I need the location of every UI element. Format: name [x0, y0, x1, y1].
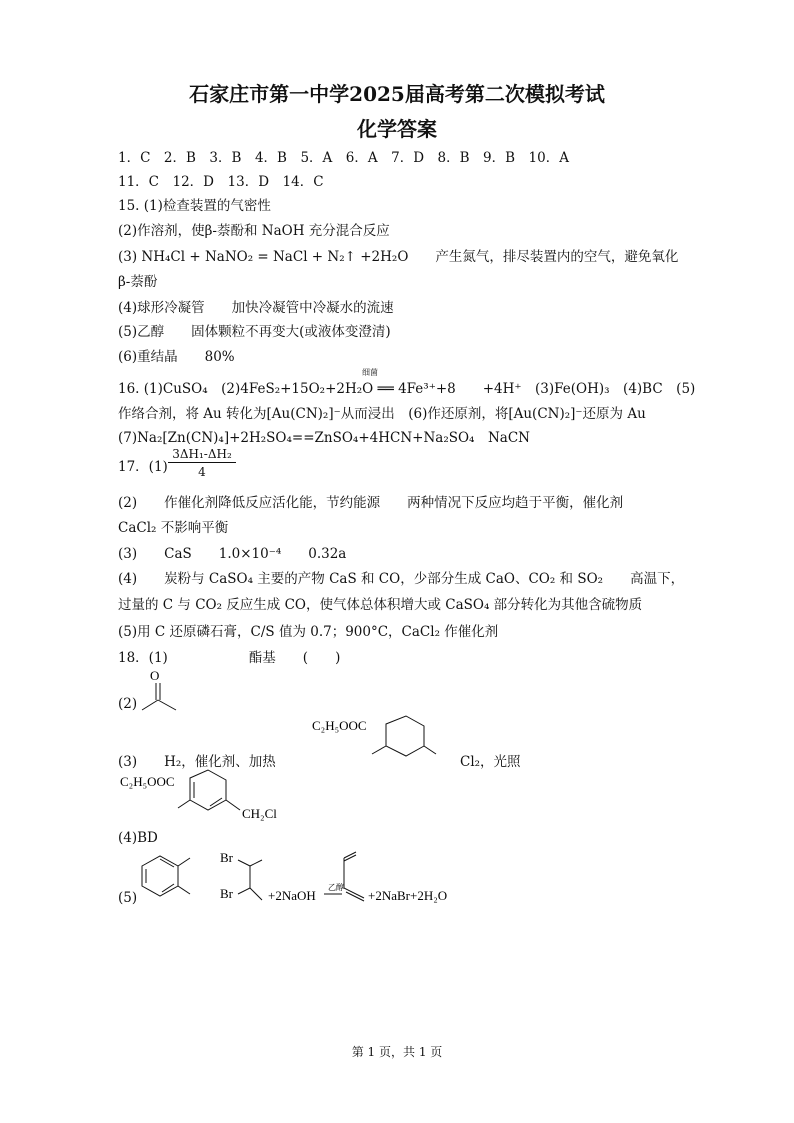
q18-part4: (4)BD [118, 830, 158, 846]
reaction-products-label: +2NaBr+2H₂O [368, 888, 448, 903]
q15-part1: 15. (1)检查装置的气密性 [118, 198, 271, 214]
q15-part2: (2)作溶剂，使β-萘酚和 NaOH 充分混合反应 [118, 223, 390, 239]
q16-line1: 16. (1)CuSO₄ (2)4FeS₂+15O₂+2H₂O ══ 4Fe³⁺+8 +4H⁺ (3)Fe(OH)₃ (4)BC (5) [118, 381, 696, 397]
ester-group-label-2: C₂H₅OOC [120, 774, 175, 789]
cyclohexane-ester-structure [310, 712, 450, 772]
q17-part4: (4) 炭粉与 CaSO₄ 主要的产物 CaS 和 CO，少部分生成 CaO、CO₂ 和 SO₂ 高温下， [118, 571, 685, 587]
elimination-reaction [138, 850, 468, 910]
ester-group-label: C₂H₅OOC [312, 718, 367, 733]
q16-line3: (7)Na₂[Zn(CN)₄]+2H₂SO₄==ZnSO₄+4HCN+Na₂SO₄ NaCN [118, 430, 530, 446]
q18-part5-label: (5) [118, 890, 138, 906]
benzyl-chloride-ester-structure [118, 768, 298, 824]
q15-part5: (5)乙醇 固体颗粒不再变大(或液体变澄清) [118, 324, 391, 340]
ethanol-condition-label: 乙醇 [328, 883, 344, 892]
ch2cl-label: CH₂Cl [242, 806, 277, 821]
page-subtitle: 化学答案 [357, 117, 437, 141]
page-title: 石家庄市第一中学2025届高考第二次模拟考试 [189, 82, 605, 106]
q18-part2-label: (2) [118, 696, 138, 712]
q15-part6: (6)重结晶 80% [118, 349, 235, 365]
q18-part3: (3) H₂，催化剂、加热 [118, 754, 276, 770]
q18-part3-condition: Cl₂，光照 [460, 754, 521, 770]
sodium-hydroxide-label: +2NaOH [268, 888, 316, 903]
q15-part4: (4)球形冷凝管 加快冷凝管中冷凝水的流速 [118, 300, 394, 316]
q15-part3: (3) NH₄Cl + NaNO₂ = NaCl + N₂↑ +2H₂O 产生氮气，排尽装置内的空气，避免氧化 [118, 249, 679, 265]
mc-answers-2: 11．C 12．D 13．D 14．C [118, 174, 324, 190]
q17-fraction-denominator: 4 [198, 465, 206, 479]
q17-part5: (5)用 C 还原磷石膏，C/S 值为 0.7；900°C，CaCl₂ 作催化剂 [118, 624, 499, 640]
bromine-label-2: Br [220, 886, 233, 901]
acetone-structure [136, 668, 196, 712]
carbonyl-oxygen-label: O [150, 668, 160, 683]
q16-reaction-condition: 细菌 [362, 368, 378, 377]
q17-part2: (2) 作催化剂降低反应活化能，节约能源 两种情况下反应均趋于平衡，催化剂 [118, 495, 624, 511]
q18-part1: 18．(1) 酯基 ( ) [118, 650, 341, 666]
q17-part3: (3) CaS 1.0×10⁻⁴ 0.32a [118, 546, 347, 562]
q16-line2: 作络合剂，将 Au 转化为[Au(CN)₂]⁻从而浸出 (6)作还原剂，将[Au(CN)₂]⁻还原为 Au [118, 406, 646, 422]
q17-fraction-numerator: 3ΔH₁-ΔH₂ [168, 446, 236, 463]
q15-part3-cont: β-萘酚 [118, 274, 158, 290]
bromine-label-1: Br [220, 850, 233, 865]
q17-part2-cont: CaCl₂ 不影响平衡 [118, 520, 229, 536]
q17-part4-cont: 过量的 C 与 CO₂ 反应生成 CO，使气体总体积增大或 CaSO₄ 部分转化为其他含硫物质 [118, 597, 643, 613]
q17-part1-label: 17．(1) [118, 459, 168, 475]
page-footer: 第 1 页，共 1 页 [351, 1045, 443, 1059]
mc-answers-1: 1．C 2．B 3．B 4．B 5．A 6．A 7．D 8．B 9．B 10．A [118, 150, 569, 166]
